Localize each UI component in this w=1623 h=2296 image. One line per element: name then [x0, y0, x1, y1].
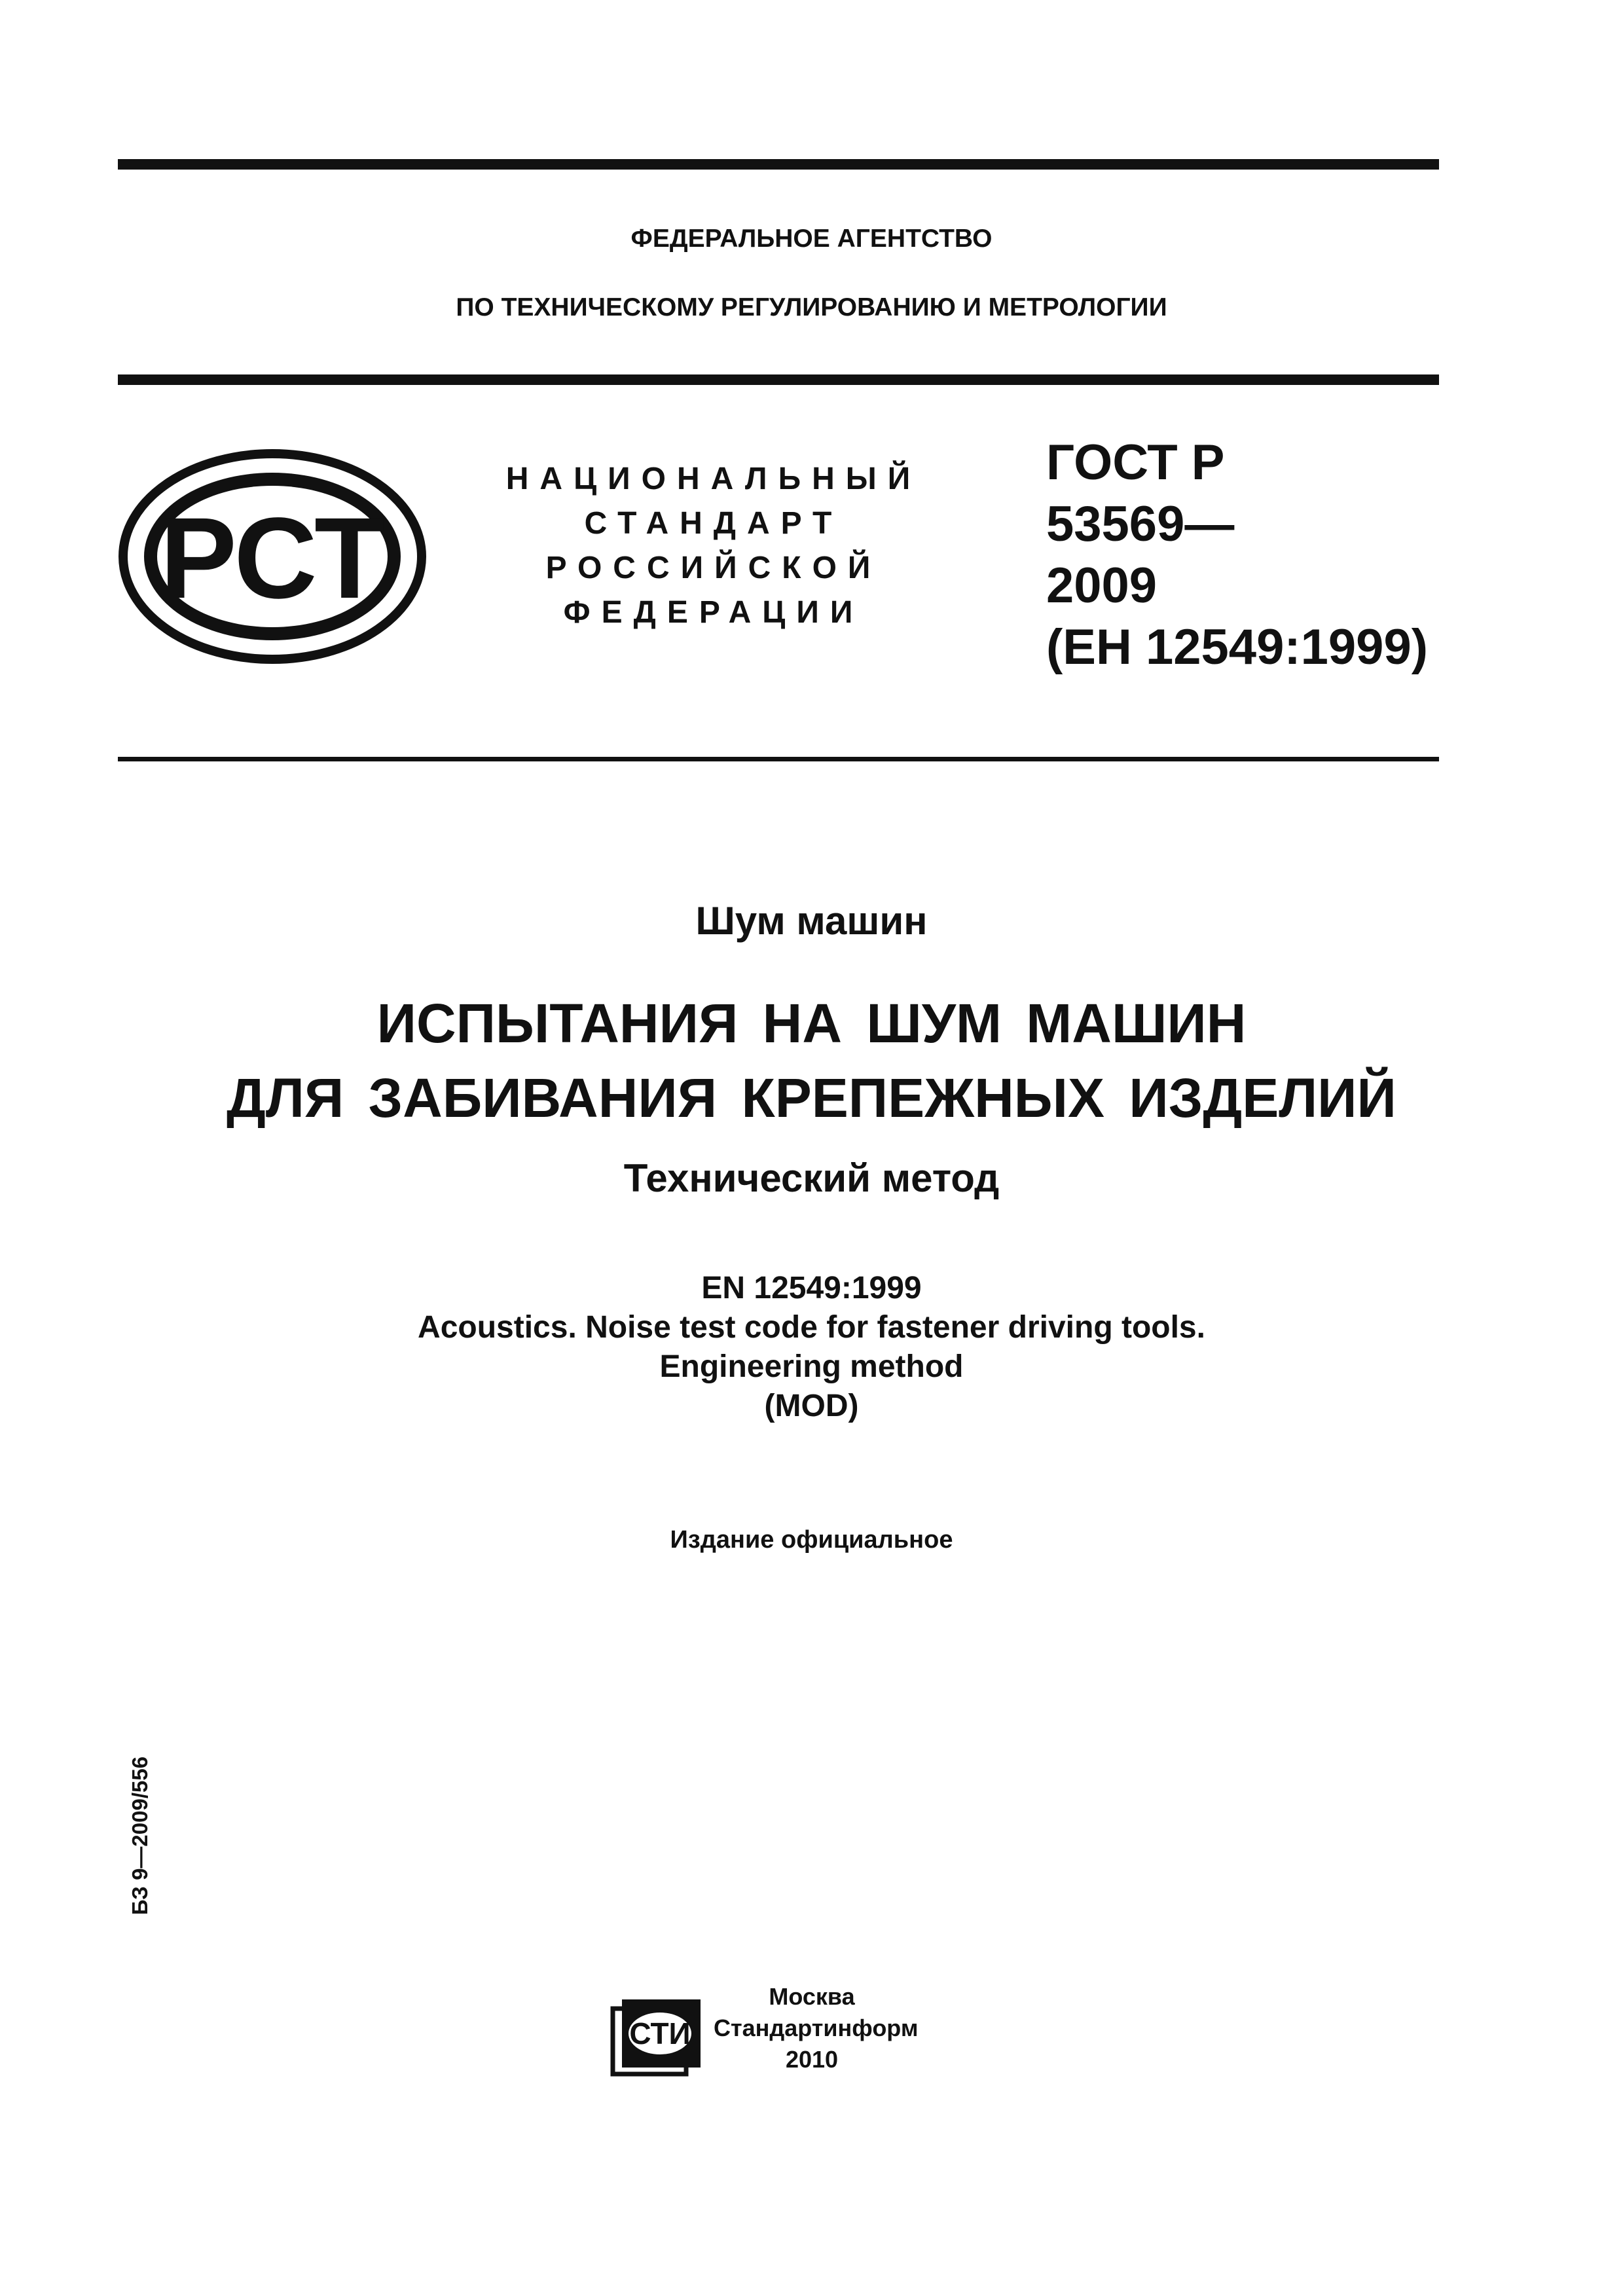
main-title-line-2: ДЛЯ ЗАБИВАНИЯ КРЕПЕЖНЫХ ИЗДЕЛИЙ: [227, 1067, 1396, 1129]
designation-line-4: (ЕН 12549:1999): [1046, 619, 1429, 675]
standartinform-logo-text: СТИ: [629, 2016, 691, 2050]
agency-line-2: ПО ТЕХНИЧЕСКОМУ РЕГУЛИРОВАНИЮ И МЕТРОЛОГИИ: [456, 293, 1167, 321]
method-title: Технический метод: [623, 1156, 1000, 1200]
publisher-city: Москва: [769, 1983, 855, 2010]
national-line-3: РОССИЙСКОЙ: [545, 551, 882, 585]
top-rule: [118, 159, 1439, 170]
source-title-1: Acoustics. Noise test code for fastener driving tools.: [418, 1310, 1205, 1345]
subject-title: Шум машин: [695, 899, 928, 943]
rst-mark-text: РСТ: [160, 494, 385, 623]
standartinform-logo-icon: [608, 1995, 706, 2081]
standard-designation: [1046, 432, 1428, 678]
source-standard: [0, 1269, 1623, 1426]
edition-label: Издание официальное: [670, 1526, 953, 1554]
publisher-info: [714, 1981, 919, 2075]
national-line-2: СТАНДАРТ: [584, 506, 843, 541]
national-line-4: ФЕДЕРАЦИИ: [563, 595, 864, 630]
header-rule: [118, 374, 1439, 385]
national-standard-label: [484, 457, 943, 635]
publisher-year: 2010: [785, 2046, 839, 2073]
designation-line-2: 53569—: [1046, 496, 1235, 552]
side-code: БЗ 9—2009/556: [128, 1756, 152, 1916]
designation-line-1: ГОСТ Р: [1046, 435, 1225, 490]
rst-mark-icon: [118, 448, 427, 665]
main-title-line-1: ИСПЫТАНИЯ НА ШУМ МАШИН: [376, 993, 1247, 1054]
source-title-2: Engineering method: [659, 1349, 964, 1384]
national-line-1: НАЦИОНАЛЬНЫЙ: [505, 462, 922, 496]
source-degree: (MOD): [764, 1389, 859, 1423]
designation-rule: [118, 757, 1439, 761]
designation-line-3: 2009: [1046, 558, 1158, 613]
source-code: EN 12549:1999: [701, 1271, 922, 1305]
publisher-name: Стандартинформ: [714, 2014, 919, 2041]
agency-line-1: ФЕДЕРАЛЬНОЕ АГЕНТСТВО: [630, 225, 993, 253]
